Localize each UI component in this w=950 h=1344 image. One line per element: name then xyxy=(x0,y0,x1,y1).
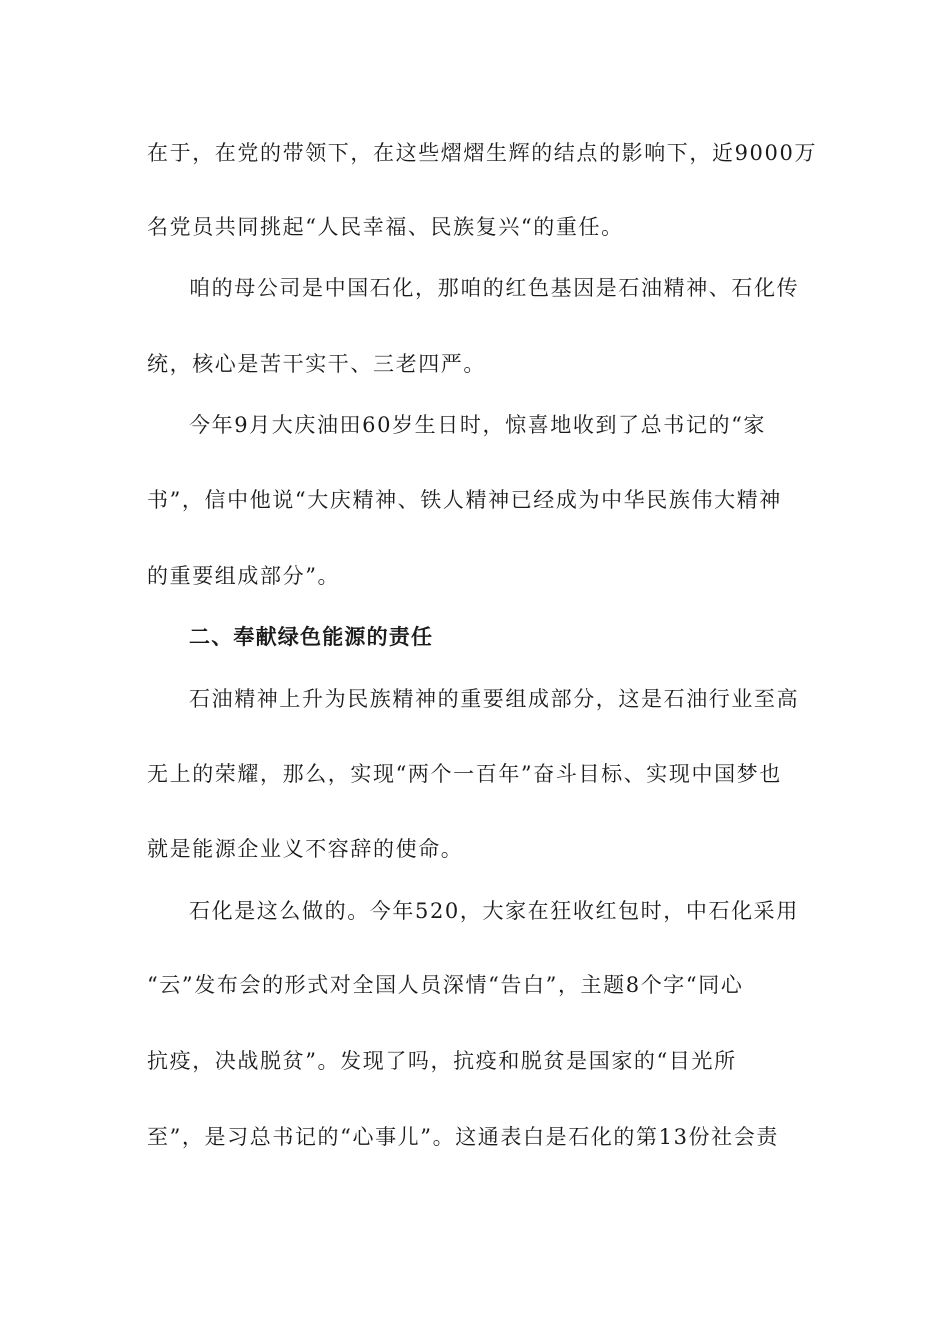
paragraph-line: 就是能源企业义不容辞的使命。 xyxy=(147,837,464,861)
paragraph-line: 抗疫，决战脱贫”。发现了吗，抗疫和脱贫是国家的“目光所 xyxy=(147,1049,737,1073)
paragraph-line: 石化是这么做的。今年520，大家在狂收红包时，中石化采用 xyxy=(189,899,799,923)
paragraph-line: 的重要组成部分”。 xyxy=(147,564,341,588)
paragraph-line: 至”，是习总书记的“心事儿”。这通表白是石化的第13份社会责 xyxy=(147,1125,779,1149)
paragraph-line: “云”发布会的形式对全国人员深情“告白”，主题8个字“同心 xyxy=(147,973,744,997)
paragraph-line: 石油精神上升为民族精神的重要组成部分，这是石油行业至高 xyxy=(189,687,800,711)
paragraph-line: 在于，在党的带领下，在这些熠熠生辉的结点的影响下，近9000万 xyxy=(147,141,818,165)
paragraph-line: 名党员共同挑起“人民幸福、民族复兴“的重任。 xyxy=(147,215,624,239)
paragraph-line: 书”，信中他说“大庆精神、铁人精神已经成为中华民族伟大精神 xyxy=(147,488,782,512)
section-heading: 二、奉献绿色能源的责任 xyxy=(189,625,434,649)
paragraph-line: 统，核心是苦干实干、三老四严。 xyxy=(147,352,486,376)
paragraph-line: 无上的荣耀，那么，实现“两个一百年”奋斗目标、实现中国梦也 xyxy=(147,762,782,786)
paragraph-line: 今年9月大庆油田60岁生日时，惊喜地收到了总书记的“家 xyxy=(189,413,767,437)
paragraph-line: 咱的母公司是中国石化，那咱的红色基因是石油精神、石化传 xyxy=(189,276,800,300)
